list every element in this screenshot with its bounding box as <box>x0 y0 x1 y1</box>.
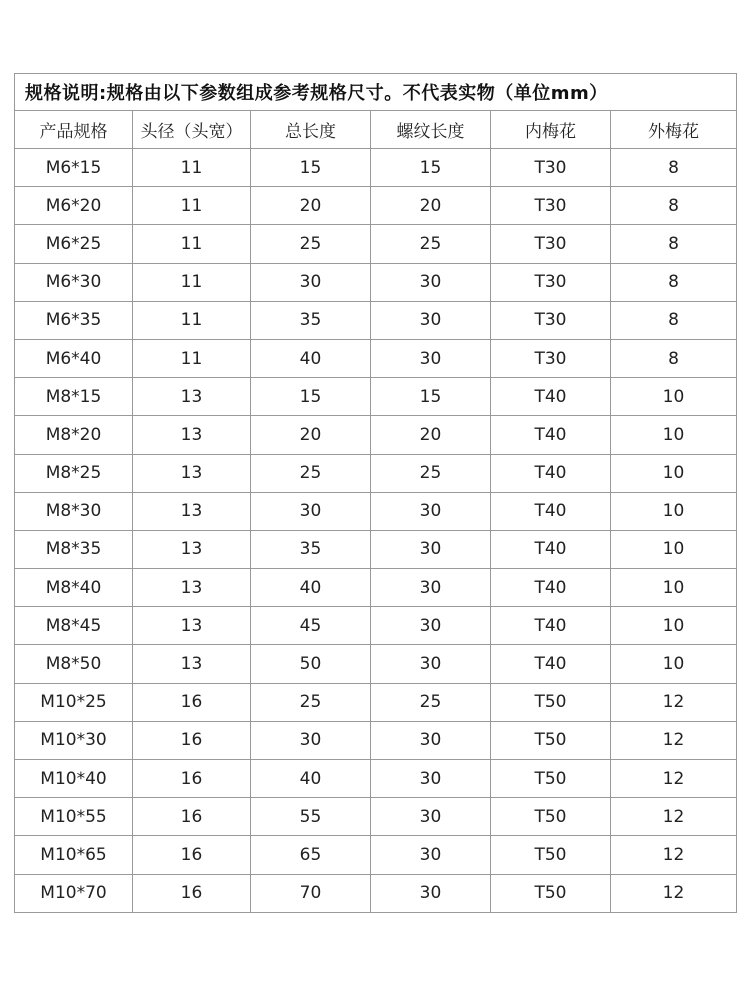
spec-cell: M6*35 <box>15 301 133 339</box>
table-row <box>15 798 737 836</box>
table-row <box>15 492 737 530</box>
head-diameter-cell: 13 <box>133 607 251 645</box>
table-row <box>15 683 737 721</box>
outer-torx-cell: 12 <box>611 760 737 798</box>
total-length-cell: 30 <box>251 492 371 530</box>
outer-torx-cell: 8 <box>611 301 737 339</box>
head-diameter-cell: 13 <box>133 569 251 607</box>
total-length-cell: 35 <box>251 301 371 339</box>
total-length-cell: 25 <box>251 454 371 492</box>
thread-length-cell: 30 <box>371 874 491 912</box>
table-row <box>15 874 737 912</box>
table-title: 规格说明:规格由以下参数组成参考规格尺寸。不代表实物（单位mm） <box>15 74 737 111</box>
outer-torx-cell: 12 <box>611 836 737 874</box>
outer-torx-cell: 8 <box>611 225 737 263</box>
thread-length-cell: 30 <box>371 721 491 759</box>
total-length-cell: 70 <box>251 874 371 912</box>
head-diameter-cell: 11 <box>133 263 251 301</box>
column-header-outer-torx: 外梅花 <box>611 111 737 149</box>
table-row <box>15 339 737 377</box>
spec-cell: M8*15 <box>15 378 133 416</box>
inner-torx-cell: T50 <box>491 874 611 912</box>
head-diameter-cell: 16 <box>133 721 251 759</box>
head-diameter-cell: 13 <box>133 378 251 416</box>
total-length-cell: 65 <box>251 836 371 874</box>
thread-length-cell: 30 <box>371 569 491 607</box>
head-diameter-cell: 11 <box>133 225 251 263</box>
total-length-cell: 30 <box>251 721 371 759</box>
column-header-inner-torx: 内梅花 <box>491 111 611 149</box>
total-length-cell: 40 <box>251 339 371 377</box>
outer-torx-cell: 10 <box>611 454 737 492</box>
thread-length-cell: 30 <box>371 339 491 377</box>
inner-torx-cell: T50 <box>491 683 611 721</box>
table-row <box>15 301 737 339</box>
outer-torx-cell: 8 <box>611 339 737 377</box>
table-row <box>15 836 737 874</box>
total-length-cell: 30 <box>251 263 371 301</box>
spec-cell: M10*65 <box>15 836 133 874</box>
total-length-cell: 35 <box>251 530 371 568</box>
thread-length-cell: 30 <box>371 798 491 836</box>
outer-torx-cell: 8 <box>611 149 737 187</box>
outer-torx-cell: 12 <box>611 874 737 912</box>
spec-cell: M8*30 <box>15 492 133 530</box>
spec-cell: M8*45 <box>15 607 133 645</box>
head-diameter-cell: 11 <box>133 339 251 377</box>
spec-cell: M10*30 <box>15 721 133 759</box>
head-diameter-cell: 13 <box>133 645 251 683</box>
table-row <box>15 149 737 187</box>
inner-torx-cell: T30 <box>491 149 611 187</box>
head-diameter-cell: 13 <box>133 454 251 492</box>
outer-torx-cell: 12 <box>611 798 737 836</box>
column-header-spec: 产品规格 <box>15 111 133 149</box>
table-row <box>15 569 737 607</box>
table-row <box>15 416 737 454</box>
table-row <box>15 721 737 759</box>
spec-cell: M8*35 <box>15 530 133 568</box>
total-length-cell: 20 <box>251 416 371 454</box>
inner-torx-cell: T40 <box>491 454 611 492</box>
total-length-cell: 50 <box>251 645 371 683</box>
column-header-total-length: 总长度 <box>251 111 371 149</box>
header-row <box>15 111 737 149</box>
thread-length-cell: 30 <box>371 836 491 874</box>
total-length-cell: 20 <box>251 187 371 225</box>
outer-torx-cell: 12 <box>611 683 737 721</box>
table-row <box>15 225 737 263</box>
inner-torx-cell: T40 <box>491 492 611 530</box>
total-length-cell: 25 <box>251 225 371 263</box>
spec-cell: M6*15 <box>15 149 133 187</box>
table-row <box>15 378 737 416</box>
head-diameter-cell: 11 <box>133 187 251 225</box>
spec-cell: M6*20 <box>15 187 133 225</box>
inner-torx-cell: T30 <box>491 339 611 377</box>
table-row <box>15 530 737 568</box>
column-header-thread-length: 螺纹长度 <box>371 111 491 149</box>
inner-torx-cell: T40 <box>491 416 611 454</box>
total-length-cell: 55 <box>251 798 371 836</box>
table-row <box>15 454 737 492</box>
head-diameter-cell: 11 <box>133 149 251 187</box>
outer-torx-cell: 10 <box>611 378 737 416</box>
total-length-cell: 45 <box>251 607 371 645</box>
spec-sheet <box>14 73 736 913</box>
spec-cell: M6*40 <box>15 339 133 377</box>
inner-torx-cell: T30 <box>491 301 611 339</box>
thread-length-cell: 15 <box>371 149 491 187</box>
outer-torx-cell: 12 <box>611 721 737 759</box>
head-diameter-cell: 13 <box>133 530 251 568</box>
table-row <box>15 263 737 301</box>
table-body <box>15 149 737 913</box>
inner-torx-cell: T30 <box>491 225 611 263</box>
head-diameter-cell: 13 <box>133 416 251 454</box>
head-diameter-cell: 16 <box>133 798 251 836</box>
inner-torx-cell: T40 <box>491 530 611 568</box>
spec-cell: M8*25 <box>15 454 133 492</box>
outer-torx-cell: 10 <box>611 530 737 568</box>
inner-torx-cell: T40 <box>491 569 611 607</box>
outer-torx-cell: 8 <box>611 263 737 301</box>
thread-length-cell: 30 <box>371 645 491 683</box>
outer-torx-cell: 10 <box>611 645 737 683</box>
thread-length-cell: 20 <box>371 416 491 454</box>
table-row <box>15 607 737 645</box>
thread-length-cell: 30 <box>371 530 491 568</box>
inner-torx-cell: T40 <box>491 645 611 683</box>
spec-cell: M6*30 <box>15 263 133 301</box>
inner-torx-cell: T50 <box>491 798 611 836</box>
inner-torx-cell: T30 <box>491 263 611 301</box>
spec-cell: M10*40 <box>15 760 133 798</box>
inner-torx-cell: T40 <box>491 607 611 645</box>
spec-table <box>14 73 737 913</box>
head-diameter-cell: 16 <box>133 836 251 874</box>
total-length-cell: 15 <box>251 378 371 416</box>
thread-length-cell: 15 <box>371 378 491 416</box>
outer-torx-cell: 10 <box>611 607 737 645</box>
thread-length-cell: 25 <box>371 225 491 263</box>
head-diameter-cell: 11 <box>133 301 251 339</box>
head-diameter-cell: 13 <box>133 492 251 530</box>
spec-cell: M10*25 <box>15 683 133 721</box>
total-length-cell: 25 <box>251 683 371 721</box>
spec-cell: M8*40 <box>15 569 133 607</box>
total-length-cell: 40 <box>251 569 371 607</box>
title-row <box>15 74 737 111</box>
spec-cell: M10*55 <box>15 798 133 836</box>
head-diameter-cell: 16 <box>133 874 251 912</box>
inner-torx-cell: T30 <box>491 187 611 225</box>
thread-length-cell: 30 <box>371 492 491 530</box>
thread-length-cell: 30 <box>371 607 491 645</box>
outer-torx-cell: 8 <box>611 187 737 225</box>
table-row <box>15 187 737 225</box>
thread-length-cell: 30 <box>371 263 491 301</box>
total-length-cell: 15 <box>251 149 371 187</box>
thread-length-cell: 20 <box>371 187 491 225</box>
column-header-head-diameter: 头径（头宽） <box>133 111 251 149</box>
head-diameter-cell: 16 <box>133 760 251 798</box>
head-diameter-cell: 16 <box>133 683 251 721</box>
inner-torx-cell: T40 <box>491 378 611 416</box>
spec-cell: M10*70 <box>15 874 133 912</box>
spec-cell: M8*50 <box>15 645 133 683</box>
inner-torx-cell: T50 <box>491 721 611 759</box>
inner-torx-cell: T50 <box>491 836 611 874</box>
outer-torx-cell: 10 <box>611 416 737 454</box>
thread-length-cell: 25 <box>371 454 491 492</box>
total-length-cell: 40 <box>251 760 371 798</box>
outer-torx-cell: 10 <box>611 569 737 607</box>
spec-cell: M6*25 <box>15 225 133 263</box>
outer-torx-cell: 10 <box>611 492 737 530</box>
table-row <box>15 645 737 683</box>
spec-cell: M8*20 <box>15 416 133 454</box>
thread-length-cell: 30 <box>371 760 491 798</box>
thread-length-cell: 30 <box>371 301 491 339</box>
table-row <box>15 760 737 798</box>
inner-torx-cell: T50 <box>491 760 611 798</box>
thread-length-cell: 25 <box>371 683 491 721</box>
